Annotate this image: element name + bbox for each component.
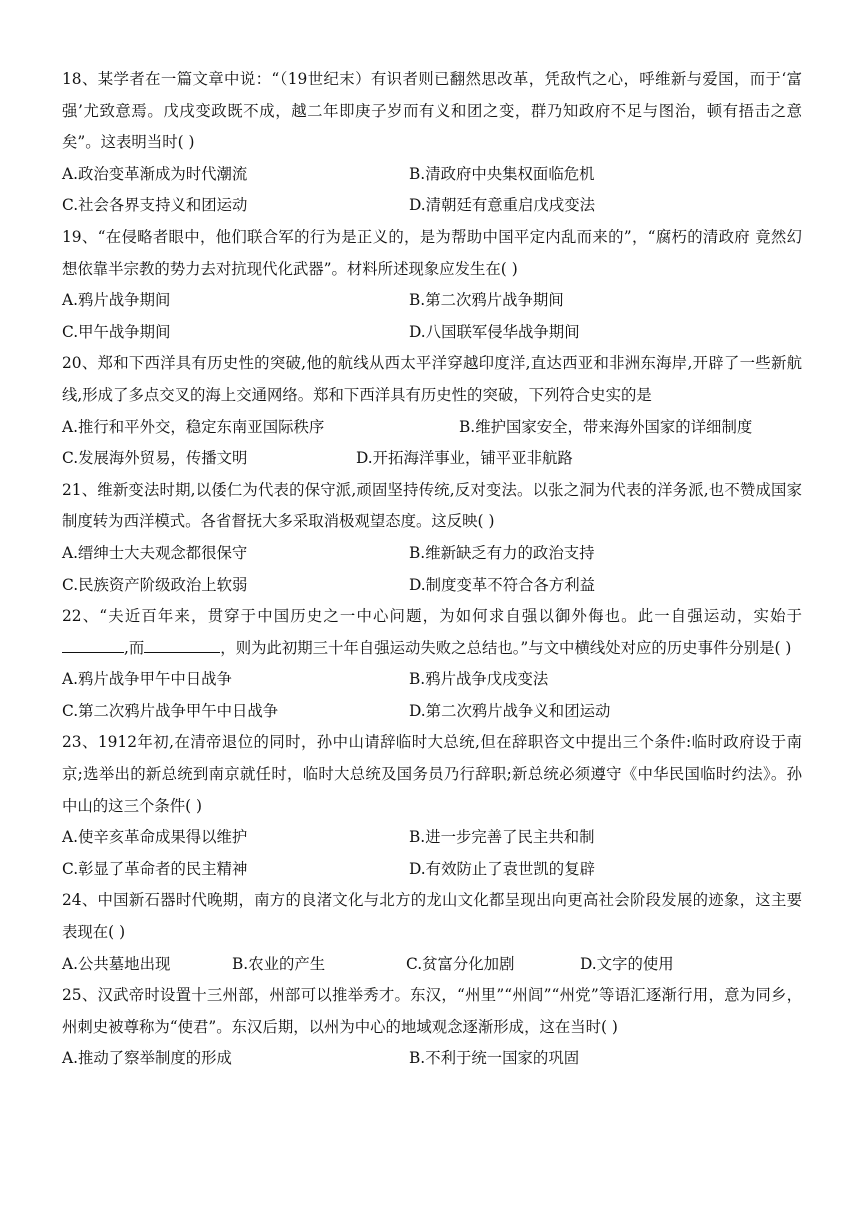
fill-blank-2[interactable] xyxy=(144,636,220,652)
question-21 xyxy=(62,475,802,601)
question-19 xyxy=(62,222,802,348)
option-a[interactable]: A.公共墓地出现 xyxy=(62,954,171,973)
option-c[interactable]: C.社会各界支持义和团运动 xyxy=(62,196,248,215)
option-d[interactable]: D.清朝廷有意重启戊戌变法 xyxy=(409,196,595,215)
option-row xyxy=(62,443,802,475)
question-stem: 20、郑和下西洋具有历史性的突破,他的航线从西太平洋穿越印度洋,直达西亚和非洲东海岸,开辟了一些新航线,形成了多点交叉的海上交通网络。郑和下西洋具有历史性的突破，下列符合史实的是 xyxy=(62,354,802,404)
question-stem: 19、“在侵略者眼中，他们联合军的行为是正义的，是为帮助中国平定内乱而来的”，“腐朽的清政府 竟然幻想依靠半宗教的势力去对抗现代化武器”。材料所述现象应发生在( ) xyxy=(62,227,802,278)
option-b[interactable]: B.进一步完善了民主共和制 xyxy=(409,828,595,847)
option-c[interactable]: C.发展海外贸易，传播文明 xyxy=(62,449,248,468)
stem-part-1: 22、“夫近百年来，贯穿于中国历史之一中心问题，为如何求自强以御外侮也。此一自强运动，实始于 xyxy=(62,607,802,626)
option-a[interactable]: A.鸦片战争甲午中日战争 xyxy=(62,670,232,689)
option-a[interactable]: A.推行和平外交，稳定东南亚国际秩序 xyxy=(62,417,325,436)
question-stem xyxy=(62,601,802,664)
question-20 xyxy=(62,348,802,474)
option-b[interactable]: B.维护国家安全，带来海外国家的详细制度 xyxy=(459,417,753,436)
option-row xyxy=(62,696,802,728)
question-25 xyxy=(62,980,802,1075)
option-b[interactable]: B.不利于统一国家的巩固 xyxy=(409,1049,580,1068)
option-a[interactable]: A.推动了察举制度的形成 xyxy=(62,1049,232,1068)
option-row xyxy=(62,317,802,349)
question-24 xyxy=(62,885,802,980)
option-b[interactable]: B.第二次鸦片战争期间 xyxy=(409,291,564,310)
question-23 xyxy=(62,727,802,885)
option-a[interactable]: A.鸦片战争期间 xyxy=(62,291,171,310)
option-row xyxy=(62,412,802,444)
option-d[interactable]: D.开拓海洋事业，铺平亚非航路 xyxy=(356,449,573,468)
option-row xyxy=(62,822,802,854)
question-18 xyxy=(62,64,802,222)
option-row xyxy=(62,285,802,317)
question-stem: 25、汉武帝时设置十三州部，州部可以推举秀才。东汉，“州里”“州闾”“州党”等语汇逐渐行用，意为同乡，州刺史被尊称为“使君”。东汉后期，以州为中心的地域观念逐渐形成，这在当时( ) xyxy=(62,986,802,1036)
option-row xyxy=(62,190,802,222)
option-row xyxy=(62,949,802,981)
option-d[interactable]: D.有效防止了袁世凯的复辟 xyxy=(409,859,595,878)
option-d[interactable]: D.八国联军侵华战争期间 xyxy=(409,322,580,341)
option-b[interactable]: B.维新缺乏有力的政治支持 xyxy=(409,543,595,562)
option-row xyxy=(62,538,802,570)
option-row xyxy=(62,664,802,696)
option-row xyxy=(62,1043,802,1075)
option-c[interactable]: C.民族资产阶级政治上软弱 xyxy=(62,575,248,594)
question-stem: 18、某学者在一篇文章中说：“（19世纪末）有识者则已翻然思改革，凭敌忾之心，呼维新与爱国，而于‘富强’尤致意焉。戊戌变政既不成，越二年即庚子岁而有义和团之变，群乃知政府不足与图治，顿有捂击之意矣”。这表明当时( ) xyxy=(62,70,802,152)
fill-blank-1[interactable] xyxy=(62,636,124,652)
option-b[interactable]: B.清政府中央集权面临危机 xyxy=(409,164,595,183)
option-row xyxy=(62,854,802,886)
option-c[interactable]: C.贫富分化加剧 xyxy=(406,954,515,973)
option-c[interactable]: C.彰显了革命者的民主精神 xyxy=(62,859,248,878)
question-stem: 21、维新变法时期,以倭仁为代表的保守派,顽固坚持传统,反对变法。以张之洞为代表的洋务派,也不赞成国家制度转为西洋模式。各省督抚大多采取消极观望态度。这反映( ) xyxy=(62,480,802,531)
question-stem: 24、中国新石器时代晚期，南方的良渚文化与北方的龙山文化都呈现出向更高社会阶段发展的迹象，这主要表现在( ) xyxy=(62,891,802,942)
stem-part-2: ,而 xyxy=(124,638,145,657)
question-stem: 23、1912年初,在清帝退位的同时，孙中山请辞临时大总统,但在辞职咨文中提出三个条件:临时政府设于南京;选举出的新总统到南京就任时，临时大总统及国务员乃行辞职;新总统必须遵守《中华民国临时约法》。孙中山的这三个条件( ) xyxy=(62,733,802,815)
option-d[interactable]: D.制度变革不符合各方利益 xyxy=(409,575,595,594)
option-d[interactable]: D.文字的使用 xyxy=(580,954,674,973)
option-a[interactable]: A.缙绅士大夫观念都很保守 xyxy=(62,543,248,562)
option-c[interactable]: C.第二次鸦片战争甲午中日战争 xyxy=(62,701,279,720)
option-row xyxy=(62,159,802,191)
option-b[interactable]: B.鸦片战争戊戌变法 xyxy=(409,670,549,689)
option-c[interactable]: C.甲午战争期间 xyxy=(62,322,171,341)
option-row xyxy=(62,570,802,602)
stem-part-3: ，则为此初期三十年自强运动失败之总结也。”与文中横线处对应的历史事件分别是( ) xyxy=(220,638,792,657)
option-a[interactable]: A.使辛亥革命成果得以维护 xyxy=(62,828,248,847)
option-d[interactable]: D.第二次鸦片战争义和团运动 xyxy=(409,701,611,720)
option-a[interactable]: A.政治变革渐成为时代潮流 xyxy=(62,164,248,183)
option-b[interactable]: B.农业的产生 xyxy=(232,954,326,973)
question-22 xyxy=(62,601,802,727)
